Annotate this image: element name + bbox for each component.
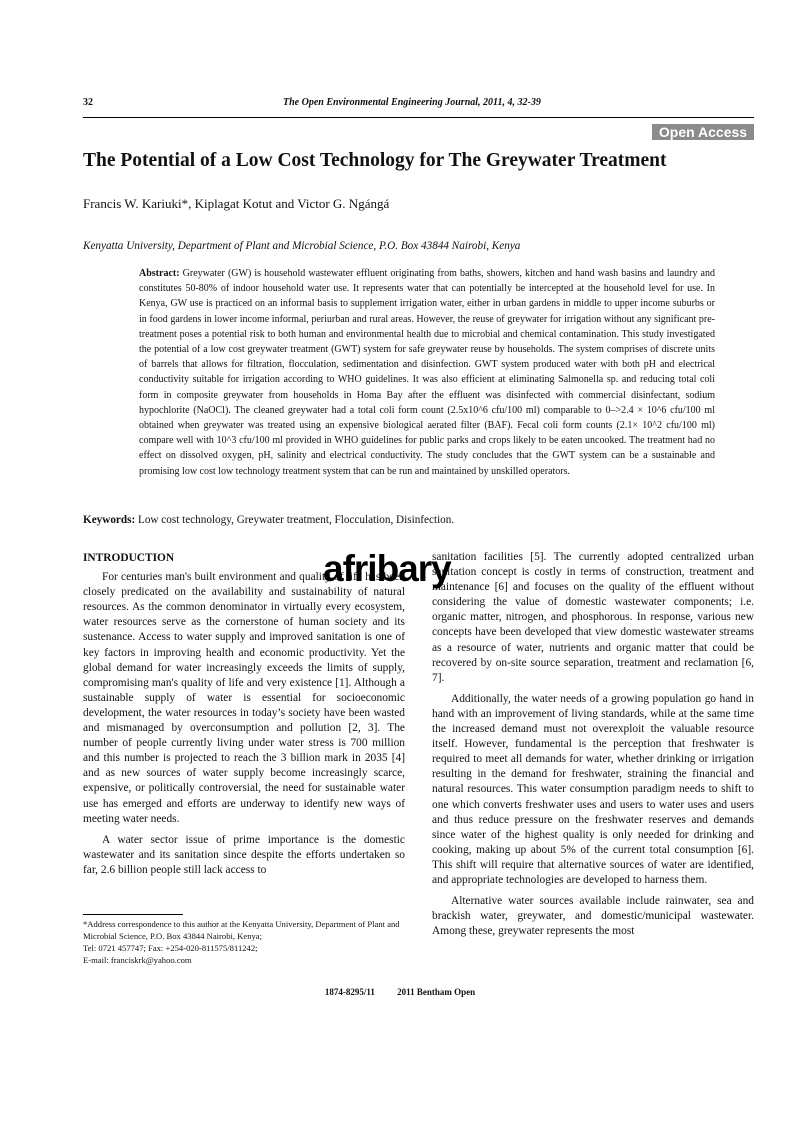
- right-column: [432, 550, 754, 945]
- left-column: [83, 551, 405, 884]
- journal-citation: The Open Environmental Engineering Journal, 2011, 4, 32-39: [283, 97, 541, 108]
- footnote-line: Tel: 0721 457747; Fax: +254-020-811575/811242;: [83, 943, 258, 954]
- watermark-text-b: bary: [376, 548, 451, 589]
- footnote-line: *Address correspondence to this author at the Kenyatta University, Department of Plant and Microbial Science, P.O. Box 43844 Nairobi, Kenya;: [83, 919, 400, 942]
- keywords-text: Low cost technology, Greywater treatment, Flocculation, Disinfection.: [138, 514, 455, 526]
- correspondence-footnote: [83, 918, 405, 966]
- footnote-line: E-mail: franciskrk@yahoo.com: [83, 955, 192, 966]
- article-title: The Potential of a Low Cost Technology for The Greywater Treatment: [83, 150, 667, 171]
- keywords: [83, 514, 454, 526]
- keywords-label: Keywords:: [83, 514, 136, 526]
- publisher: 2011 Bentham Open: [397, 987, 476, 997]
- header-rule: [83, 117, 754, 118]
- abstract: [139, 266, 715, 479]
- page-number: 32: [83, 97, 93, 108]
- open-access-badge: Open Access: [652, 124, 754, 140]
- abstract-text: Greywater (GW) is household wastewater effluent originating from baths, showers, kitchen and hand wash basins and laundry and constitutes 50-80% of indoor household water use. It represents water that can potentially be intercepted at the household level for use. In Kenya, GW use is practiced on an informal basis to supplement irrigation water, either in urban gardens in middle to upper income suburbs or in food gardens in lower income informal, periurban and rural areas. However, the reuse of greywater for irrigation without any significant pre-treatment poses a potential risk to both human and environmental health due to microbial and chemical contamination. This study investigated the potential of a low cost greywater treatment (GWT) system for safe greywater reuse by households. The system comprises of discrete units of barrels that allows for filtration, flocculation, sedimentation and disinfection. GWT system produced water with both pH and electrical conductivity suitable for irrigation according to WHO guidelines. It was also efficient at eliminating Salmonella sp. and reducing total coli form in composite greywater from households in Homa Bay after the effluent was disinfected with commercial disinfectant, sodium hypochlorite (NaOCl). The cleaned greywater had a total coli form count (2.5x10^6 cfu/100 ml) comparable to 0–>2.4 × 10^6 cfu/100 ml obtained when greywater was treated using an expensive biological aerated filter (BAF). Fecal coli form counts (2.1× 10^2 cfu/100 ml) compare well with 10^3 cfu/100 ml provided in WHO guidelines for public parks and crops likely to be eaten uncooked. The treatment had no effect on dissolved oxygen, pH, salinity and electrical conductivity. The study concludes that the GWT system can be a sustainable and promising low cost low technology treatment system that can be run and maintained by unskilled operators.: [139, 268, 715, 477]
- watermark-logo: [323, 548, 451, 590]
- paragraph: Alternative water sources available include rainwater, sea and brackish water, greywater, and domestic/municipal wastewater. Among these, greywater represents the most: [432, 895, 754, 938]
- issn: 1874-8295/11: [324, 987, 375, 997]
- paragraph: For centuries man's built environment and quality of life has been closely predicated on the availability and sustainability of natural resources. As the common denominator in virtually every ecosystem, water resources serve as the cornerstone of human society and its sustenance. Access to water supply and improved sanitation is one of key factors in improving health and economic productivity. Yet the global demand for water increasingly exceeds the limits of supply, compromising man's quality of life and very existence [1]. Although a sustainable supply of water is essential for socioeconomic development, the water resources in today’s society have been wasted and mismanaged by overconsumption and pollution [2, 3]. The number of people currently living under water stress is 700 million and this number is projected to reach the 3 billion mark in 2035 [4] and as new sources of water supply become increasingly scarce, expensive, or politically controversial, the need for sustainable water use has emerged and efforts are underway to identify new ways of meeting water needs.: [83, 571, 405, 825]
- section-heading: INTRODUCTION: [83, 552, 175, 564]
- paragraph: A water sector issue of prime importance is the domestic wastewater and its sanitation since despite the efforts undertaken so far, 2.6 billion people still lack access to: [83, 833, 405, 876]
- affiliation: Kenyatta University, Department of Plant and Microbial Science, P.O. Box 43844 Nairobi, Kenya: [83, 240, 521, 252]
- author-list: Francis W. Kariuki*, Kiplagat Kotut and Victor G. Ngángá: [83, 196, 390, 211]
- footnote-rule: [83, 914, 183, 915]
- page-footer: [0, 987, 800, 997]
- paragraph: sanitation facilities [5]. The currently adopted centralized urban sanitation concept is costly in terms of construction, treatment and maintenance [6] and focuses on the quality of the effluent without considering the value of domestic wastewater components; i.e. organic matter, nitrogen, and phosphorous. In response, various new concepts have been developed that view domestic wastewater streams as a resource of water, nutrients and organic matter that could be recovered by on-site source separation, treatment and reclamation [6, 7].: [432, 551, 754, 684]
- abstract-label: Abstract:: [139, 268, 180, 279]
- watermark-text-a: afri: [323, 548, 377, 589]
- paragraph: Additionally, the water needs of a growing population go hand in hand with an improvement of living standards, while at the same time the increased demand must not overexploit the valuable resource itself. However, fundamental is the perception that freshwater is required to meet all demands for water, whether drinking or irrigation resulting in the demand for freshwater, straining the financial and natural resources. This water consumption paradigm needs to shift to one which converts freshwater uses and users to water uses and users and thus reduce pressure on the freshwater reserves and demands since water of the highest quality is only needed for drinking and cooking, making up about 5% of the current total consumption [6]. This shift will require that alternative sources of water are identified, and appropriate technologies are developed to harness them.: [432, 692, 754, 886]
